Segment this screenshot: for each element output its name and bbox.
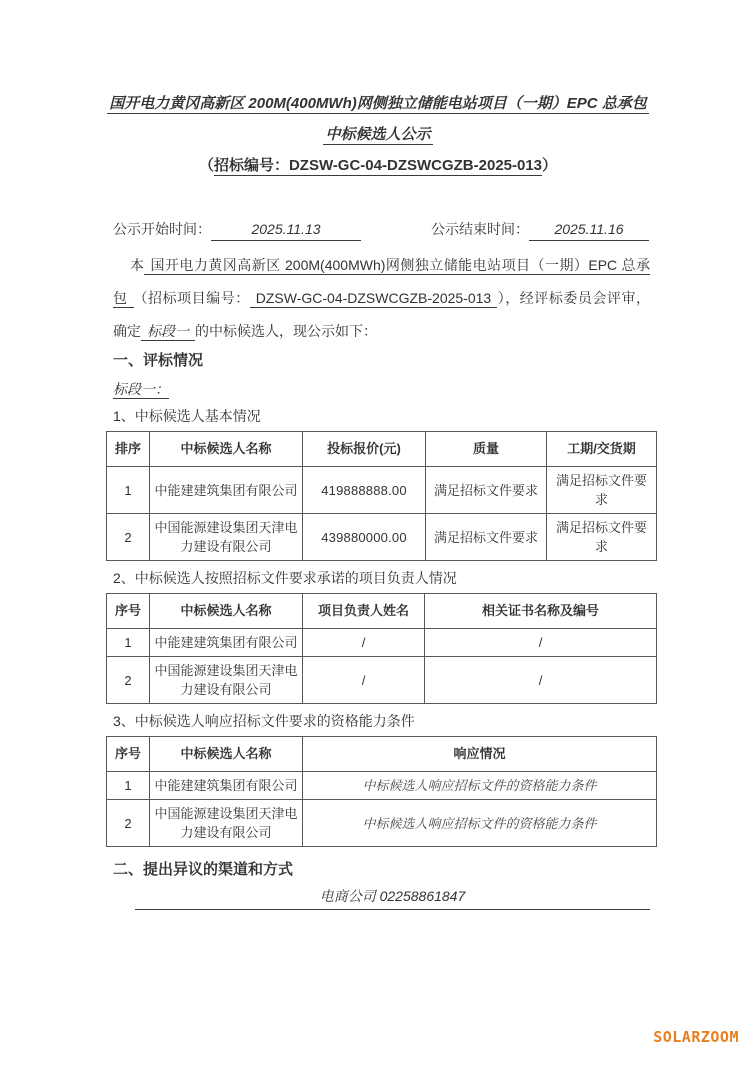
table3-row1-response: 中标候选人响应招标文件的资格能力条件 <box>303 772 657 800</box>
table3-row2-response: 中标候选人响应招标文件的资格能力条件 <box>303 800 657 847</box>
publicity-end-label: 公示结束时间： <box>431 221 529 237</box>
lot-label-line <box>106 380 650 399</box>
table2-row1-certs: / <box>425 629 657 657</box>
contact-line: 电商公司 02258861847 <box>135 887 650 910</box>
table2-row2-certs: / <box>425 657 657 704</box>
table3-header-no: 序号 <box>107 737 150 772</box>
subsection-2-title: 2、中标候选人按照招标文件要求承诺的项目负责人情况 <box>113 570 457 586</box>
table1-header-name: 中标候选人名称 <box>150 432 303 467</box>
subsection-1-title: 1、中标候选人基本情况 <box>113 408 261 424</box>
title-line-2: 中标候选人公示 <box>325 126 431 143</box>
publicity-start-label: 公示开始时间： <box>113 221 211 237</box>
table1-row2-name: 中国能源建设集团天津电力建设有限公司 <box>150 514 303 561</box>
table3-row1-name: 中能建建筑集团有限公司 <box>150 772 303 800</box>
table2-row1-name: 中能建建筑集团有限公司 <box>150 629 303 657</box>
table1-row1-schedule: 满足招标文件要求 <box>547 467 657 514</box>
table1-row1-quality: 满足招标文件要求 <box>426 467 547 514</box>
title-line-1-wrap <box>106 88 650 119</box>
table-row <box>107 629 657 657</box>
project-name-underlined: 国开电力黄冈高新区 200M(400MWh)网侧独立储能电站项目（一期）EPC 总承包 <box>113 257 650 306</box>
publicity-end-date: 2025.11.16 <box>529 218 649 241</box>
table-header-row <box>107 737 657 772</box>
table3-row2-no: 2 <box>107 800 150 847</box>
title-line-1: 国开电力黄冈高新区 200M(400MWh)网侧独立储能电站项目（一期）EPC 总承包 <box>109 95 647 112</box>
table1-row2-quality: 满足招标文件要求 <box>426 514 547 561</box>
lot-label: 标段一： <box>113 381 169 397</box>
table3-row2-name: 中国能源建设集团天津电力建设有限公司 <box>150 800 303 847</box>
intro-suffix: 的中标候选人，现公示如下： <box>195 323 377 339</box>
bid-number-open-paren: （ <box>198 157 214 174</box>
table2-row1-no: 1 <box>107 629 150 657</box>
table2-header-name: 中标候选人名称 <box>150 594 303 629</box>
intro-prefix: 本 <box>130 257 145 273</box>
table1-row1-name: 中能建建筑集团有限公司 <box>150 467 303 514</box>
project-managers-table <box>106 593 657 704</box>
section-eval-heading: 一、评标情况 <box>113 352 204 369</box>
publicity-dates-row <box>106 218 650 241</box>
intro-paragraph <box>106 249 650 348</box>
table3-row1-no: 1 <box>107 772 150 800</box>
table2-row2-manager: / <box>303 657 425 704</box>
table-row <box>107 657 657 704</box>
table-header-row <box>107 432 657 467</box>
table1-header-quality: 质量 <box>426 432 547 467</box>
section-objection-heading: 二、提出异议的渠道和方式 <box>113 861 294 878</box>
intro-bid-code-label: （招标项目编号： <box>133 290 250 306</box>
bid-number-text: 招标编号：DZSW-GC-04-DZSWCGZB-2025-013 <box>213 157 543 174</box>
subsection-3-title: 3、中标候选人响应招标文件要求的资格能力条件 <box>113 713 415 729</box>
table1-row1-price: 419888888.00 <box>303 467 426 514</box>
lot-name-underlined: 标段一 <box>141 323 195 341</box>
table2-row1-manager: / <box>303 629 425 657</box>
table1-header-schedule: 工期/交货期 <box>547 432 657 467</box>
publicity-start-date: 2025.11.13 <box>211 218 361 241</box>
qualification-table <box>106 736 657 847</box>
candidates-basic-table <box>106 431 657 561</box>
bid-number-line <box>106 156 650 176</box>
solarzoom-watermark: SOLARZOOM <box>653 1028 739 1046</box>
table3-header-name: 中标候选人名称 <box>150 737 303 772</box>
document-title <box>106 88 650 150</box>
table1-row2-rank: 2 <box>107 514 150 561</box>
table1-row1-rank: 1 <box>107 467 150 514</box>
table1-row2-schedule: 满足招标文件要求 <box>547 514 657 561</box>
table-row <box>107 800 657 847</box>
table-row <box>107 514 657 561</box>
title-line-2-wrap <box>106 119 650 150</box>
table2-row2-no: 2 <box>107 657 150 704</box>
table1-header-price: 投标报价(元) <box>303 432 426 467</box>
project-code-underlined: DZSW-GC-04-DZSWCGZB-2025-013 <box>250 290 497 308</box>
table2-header-manager: 项目负责人姓名 <box>303 594 425 629</box>
table-header-row <box>107 594 657 629</box>
table3-header-response: 响应情况 <box>303 737 657 772</box>
table1-row2-price: 439880000.00 <box>303 514 426 561</box>
table-row <box>107 467 657 514</box>
table2-row2-name: 中国能源建设集团天津电力建设有限公司 <box>150 657 303 704</box>
table1-header-rank: 排序 <box>107 432 150 467</box>
intro-mid-text: ），经评标委员会评审，确定 <box>113 290 651 339</box>
table2-header-certs: 相关证书名称及编号 <box>425 594 657 629</box>
bid-number-close-paren: ） <box>542 157 558 174</box>
table-row <box>107 772 657 800</box>
table2-header-no: 序号 <box>107 594 150 629</box>
